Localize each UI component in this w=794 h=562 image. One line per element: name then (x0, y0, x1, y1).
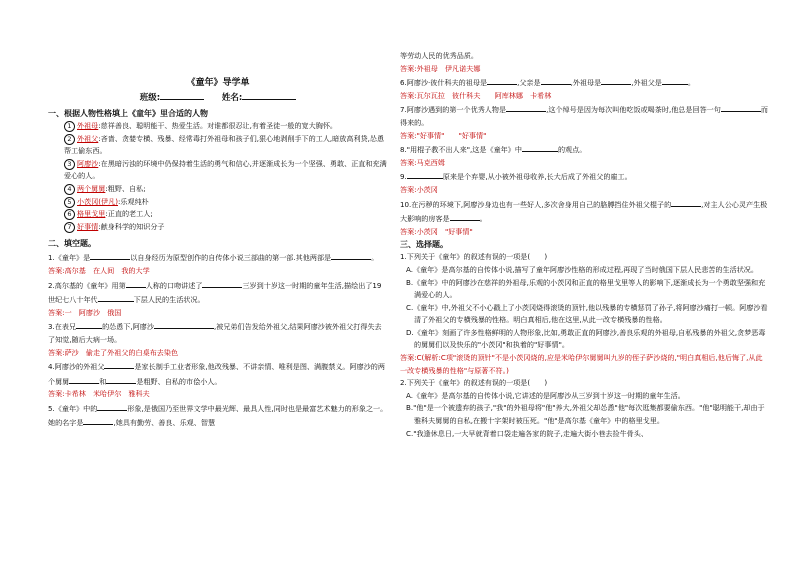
answer-4: 答案:卡希林 米哈伊尔 雅科夫 (48, 389, 150, 399)
choice-option-b: B.《童年》中的阿廖沙在慈祥的外祖母,乐观的小茨冈和正直的格里戈里等人的影响下,逐渐成长为一个勇敢坚强和充满爱心的人。 (406, 277, 766, 300)
character-name: 阿廖沙 (77, 158, 99, 168)
character-name: 格里戈里 (77, 209, 106, 219)
class-name-line (48, 90, 388, 105)
character-item (48, 133, 388, 158)
fill-question-4: 4.阿廖沙的外祖父 是家长制手工业者形象,他改残暴、不讲亲情、唯利是图、满腹禁义。阿廖沙的两个舅舅 和 是粗野、自私的市侩小人。 (48, 359, 388, 388)
circle-number: 6 (64, 209, 75, 220)
answer-blank[interactable] (671, 197, 701, 207)
answer-blank[interactable] (104, 359, 134, 369)
choice-option-a: A.《童年》是高尔基的自传体小说,它讲述的是阿廖沙从三岁到十岁这一时期的童年生活。 (406, 390, 685, 400)
character-item (48, 158, 388, 183)
answer-7: 答案:"好事情" "好事情" (400, 130, 487, 140)
answer-blank[interactable] (98, 292, 134, 302)
choice-option-b: B."他"是一个被遗弃的孩子,"我"的外祖母将"他"养大,外祖父却怂恿"他"每次逛集都要偷东西。"他"聪明能干,却由于雅科夫舅舅的自私,在搬十字架时被压死。"他"是高尔基《童年》中的格里戈里。 (406, 403, 765, 426)
answer-blank[interactable] (601, 75, 631, 85)
section1-heading: 一、根据人物性格填上《童年》里合适的人物 (48, 109, 208, 118)
fill-question-5: 5.《童年》中的 形象,是俄国乃至世界文学中最光辉、最具人性,同时也是最富艺术魅力的形象之一。她的名字是 ,她具有勤劳、善良、乐观、智慧 (48, 401, 388, 430)
answer-blank[interactable] (90, 250, 130, 260)
character-desc: :乐观纯朴 (118, 196, 149, 206)
answer-1: 答案:高尔基 在人间 我的大学 (48, 265, 150, 275)
circle-number: 7 (64, 222, 75, 233)
circle-number: 3 (64, 159, 75, 170)
section2-heading: 二、填空题。 (48, 239, 96, 249)
answer-blank[interactable] (97, 401, 127, 411)
character-desc: :粗野、自私; (105, 183, 146, 193)
class-blank[interactable] (160, 90, 204, 100)
fill-question-6: 6.阿廖沙·彼什科夫的祖母是 ,父亲是 ,外祖母是 ,外祖父是 。 (400, 75, 768, 90)
answer-blank[interactable] (154, 319, 214, 329)
character-name: 外祖母 (77, 121, 99, 130)
answer-5: 答案:外祖母 伊凡诺夫娜 (400, 63, 481, 73)
left-column (48, 76, 388, 430)
circle-number: 1 (64, 121, 75, 132)
choice-option-c: C.《童年》中,外祖父不小心戳上了小茨冈烧得滚烫的顶针,他以残暴的专横惩罚了孙子,将阿廖沙痛打一顿。阿廖沙看清了外祖父的专横残暴的性格。明白真相后,他在这里,从此一改专横残暴的性格。 (406, 302, 768, 325)
fill-question-3: 3.在表兄 的怂恿下,阿廖沙 ,被兄弟们告发给外祖父,结果阿廖沙被外祖父打得失去了知觉,随后大病一场。 (48, 319, 388, 346)
class-label: 班级: (139, 93, 161, 103)
fill-question-7: 7.阿廖沙遇到的第一个优秀人物是 ,这个绰号是因为每次叫他吃饭或喝茶时,他总是回答一句 而得来的。 (400, 102, 768, 129)
character-item (48, 183, 388, 196)
answer-blank[interactable] (106, 374, 136, 384)
character-desc: :在黑暗污浊的环境中仍保持着生活的勇气和信心,并逐渐成长为一个坚强、勇敢、正直和充满爱心的人。 (64, 158, 387, 181)
page-title: 《童年》导学单 (186, 78, 250, 88)
choice-option-a: A.《童年》是高尔基的自传体小说,描写了童年阿廖沙性格的形成过程,再现了当时俄国下层人民悲苦的生活状况。 (406, 264, 758, 274)
answer-6: 答案:瓦尔瓦拉 彼什科夫 阿库林娜 卡希林 (400, 90, 552, 100)
choice-option-c: C."我逢休息日,一大早就背着口袋走遍各家的院子,走遍大街小巷去捡牛骨头、 (406, 428, 648, 438)
fill-question-10: 10.在污秽的环境下,阿廖沙身边也有一些好人,多次舍身用自己的胳膊挡住外祖父棍子的 ,对主人公心灵产生极大影响的房客是 。 (400, 197, 768, 226)
character-name: 小茨冈(伊凡) (77, 196, 119, 206)
answer-10: 答案:小茨冈 "好事情" (400, 226, 473, 236)
fill-question-1: 1.《童年》是 以自身经历为原型创作的自传体小说三部曲的第一部.其他两部是 。 (48, 250, 388, 265)
character-item (48, 196, 388, 209)
right-column (400, 50, 768, 440)
answer-blank[interactable] (487, 75, 517, 85)
answer-blank[interactable] (83, 415, 113, 425)
character-item (48, 120, 388, 133)
fill-question-5-cont: 等劳动人民的优秀品质。 (400, 51, 479, 60)
character-desc: :正直的老工人; (105, 209, 153, 219)
circle-number: 2 (64, 134, 75, 145)
fill-question-8: 8."用棍子教不出人来",这是《童年》中 的观点。 (400, 142, 768, 157)
choice-question-1-stem: 1.下列关于《童年》的叙述有误的一项是( ) (400, 252, 548, 262)
answer-blank[interactable] (522, 142, 558, 152)
character-name: 外祖父 (77, 133, 99, 143)
name-label: 姓名: (221, 93, 243, 103)
section3-heading: 三、选择题。 (400, 240, 448, 250)
character-item (48, 208, 388, 221)
character-name: 两个舅舅 (77, 183, 106, 193)
answer-blank[interactable] (450, 211, 480, 221)
answer-blank[interactable] (69, 374, 99, 384)
character-desc: :吝啬、贪婪专横、残暴、经常毒打外祖母和孩子们,狠心地剥削手下的工人,暗放高利贷,怂恿帮工偷东西。 (64, 133, 385, 156)
choice-answer-1: 答案:C(解析:C项"滚烫的顶针"不是小茨冈烧的,应是米哈伊尔舅舅叫九岁的侄子萨沙烧的,"明白真相后,他后悔了,从此一改专横残暴的性格"与原著不符。) (400, 353, 763, 375)
circle-number: 4 (64, 184, 75, 195)
section1-list (48, 120, 388, 233)
character-item (48, 221, 388, 234)
answer-blank[interactable] (407, 169, 443, 179)
choice-question-2-stem: 2.下列关于《童年》的叙述有误的一项是( ) (400, 378, 548, 388)
answer-9: 答案:小茨冈 (400, 184, 438, 194)
answer-blank[interactable] (202, 278, 242, 288)
answer-blank[interactable] (721, 102, 761, 112)
answer-blank[interactable] (662, 75, 688, 85)
answer-blank[interactable] (76, 319, 102, 329)
character-desc: :献身科学的知识分子 (98, 221, 165, 231)
answer-3: 答案:萨沙 偷走了外祖父的白桌布去染色 (48, 347, 179, 357)
choice-option-d: D.《童年》刻画了许多性格鲜明的人物形象,比如,勇敢正直的阿廖沙,善良乐观的外祖母,自私残暴的外祖父,贪梦恶毒的舅舅们以及快乐的"小茨冈"和执着的"好事情"。 (406, 327, 766, 350)
name-blank[interactable] (242, 90, 296, 100)
circle-number: 5 (64, 197, 75, 208)
answer-blank[interactable] (506, 102, 546, 112)
answer-blank[interactable] (331, 250, 371, 260)
answer-blank[interactable] (126, 278, 146, 288)
answer-8: 答案:马克西姆 (400, 157, 445, 167)
answer-2: 答案:一 阿廖沙 俄国 (48, 307, 122, 317)
fill-question-2: 2.高尔基的《童年》用第 人称的口吻讲述了 三岁到十岁这一时期的童年生活,描绘出了19世纪七八十年代 下层人民的生活状况。 (48, 278, 388, 307)
character-name: 好事情 (77, 221, 99, 231)
fill-question-9: 9. 原来是个弃婴,从小被外祖母收养,长大后成了外祖父的雇工。 (400, 169, 768, 184)
answer-blank[interactable] (541, 75, 571, 85)
character-desc: :慈祥善良、聪明能干、热爱生活。对谁都很忍让,有着圣徒一般的宽大胸怀。 (98, 121, 338, 130)
